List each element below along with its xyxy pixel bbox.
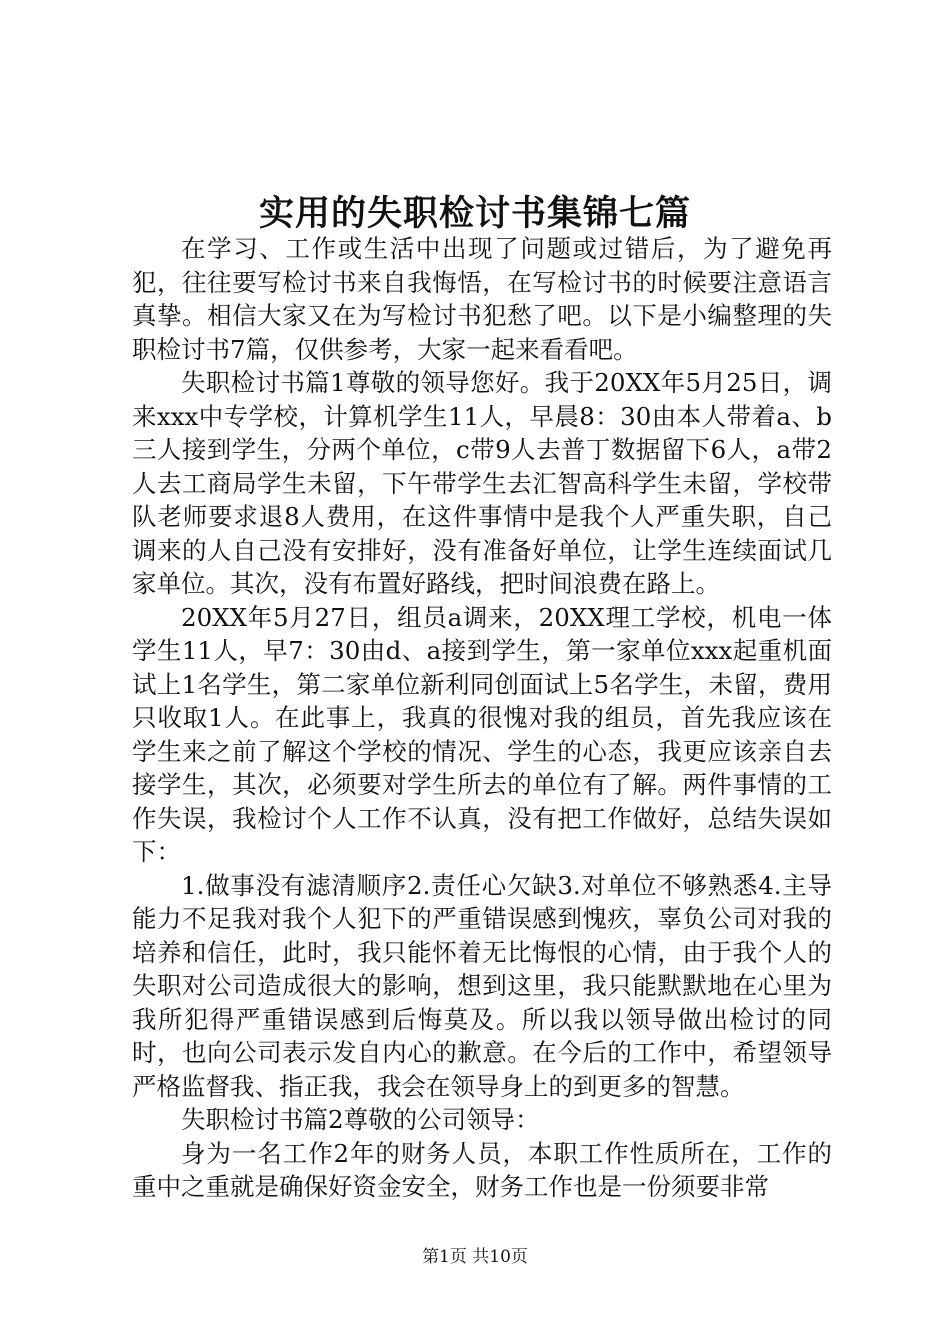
paragraph-part1-summary: 1.做事没有滤清顺序2.责任心欠缺3.对单位不够熟悉4.主导能力不足我对我个人犯下的严重错误感到愧疚，辜负公司对我的培养和信任，此时，我只能怀着无比悔恨的心情，由于我个人的失职对公司造成很大的影响，想到这里，我只能默默地在心里为我所犯得严重错误感到后悔莫及。所以我以领导做出检讨的同时，也向公司表示发自内心的歉意。在今后的工作中，希望领导严格监督我、指正我，我会在领导身上的到更多的智慧。 (132, 870, 832, 1101)
document-body (132, 232, 832, 1204)
paragraph-intro: 在学习、工作或生活中出现了问题或过错后，为了避免再犯，往往要写检讨书来自我悔悟，在写检讨书的时候要注意语言真挚。相信大家又在为写检讨书犯愁了吧。以下是小编整理的失职检讨书7篇，仅供参考，大家一起来看看吧。 (132, 234, 832, 364)
paragraph-part1-second-incident: 20XX年5月27日，组员a调来，20XX理工学校，机电一体学生11人，早7：30由d、a接到学生，第一家单位xxx起重机面试上1名学生，第二家单位新利同创面试上5名学生，未留，费用只收取1人。在此事上，我真的很愧对我的组员，首先我应该在学生来之前了解这个学校的情况、学生的心态，我更应该亲自去接学生，其次，必须要对学生所去的单位有了解。两件事情的工作失误，我检讨个人工作不认真，没有把工作做好，总结失误如下： (132, 602, 832, 866)
paragraph-part1-opening: 失职检讨书篇1尊敬的领导您好。我于20XX年5月25日，调来xxx中专学校，计算机学生11人，早晨8：30由本人带着a、b三人接到学生，分两个单位，c带9人去普丁数据留下6人，a带2人去工商局学生未留，下午带学生去汇智高科学生未留，学校带队老师要求退8人费用，在这件事情中是我个人严重失职，自己调来的人自己没有安排好，没有准备好单位，让学生连续面试几家单位。其次，没有布置好路线，把时间浪费在路上。 (132, 368, 832, 598)
paragraph-part2-body: 身为一名工作2年的财务人员，本职工作性质所在，工作的重中之重就是确保好资金安全，财务工作也是一份须要非常 (132, 1138, 832, 1201)
page-number-footer: 第1页 共10页 (422, 1247, 528, 1267)
paragraph-part2-heading: 失职检讨书篇2尊敬的公司领导： (181, 1105, 540, 1134)
document-title: 实用的失职检讨书集锦七篇 (258, 193, 691, 234)
